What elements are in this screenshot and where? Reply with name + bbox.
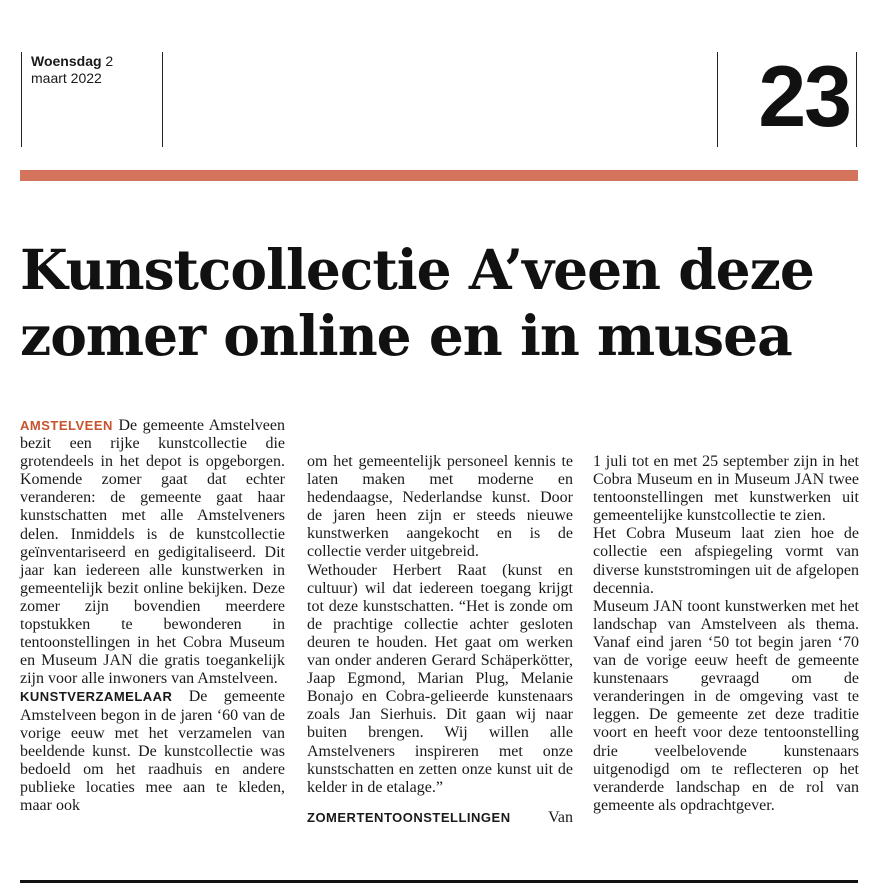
article-column-2 xyxy=(307,453,573,827)
article-headline: Kunstcollectie A’veen deze zomer online en in musea xyxy=(20,236,814,368)
issue-weekday: Woensdag xyxy=(31,53,102,69)
issue-date xyxy=(31,53,113,87)
paragraph-wethouder-quote: Wethouder Herbert Raat (kunst en cultuur) wil dat iedereen toegang krijgt tot deze kunstschatten. “Het is zonde om de prachtige collectie achter gesloten deuren te houden. Het gaat om werken van onder anderen Gerard Schäperkötter, Jaap Egmond, Marian Plug, Melanie Bonajo en Cobra-gelieerde kunstenaars zoals Jan Sierhuis. Dit gaan wij naar buiten brengen. Wij willen alle Amstelveners inspireren met onze kunstschatten en zetten onze kunst uit de kelder in de etalage.” xyxy=(307,561,573,796)
section-rule xyxy=(20,170,858,181)
masthead-divider-far-right xyxy=(856,52,857,147)
masthead-divider-right xyxy=(717,52,718,147)
paragraph-kunstverzamelaar-text: De gemeente Amstelveen begon in de jaren ‘60 van de vorige eeuw met het verzamelen van beeldende kunst. De kunstcollectie was bedoeld om het raadhuis en andere publieke locaties mee aan te kleden, maar ook xyxy=(20,688,285,814)
paragraph-exhibition-dates: 1 juli tot en met 25 september zijn in het Cobra Museum en in Museum JAN twee tentoonstellingen met kunstwerken uit gemeentelijke kunstcollectie te zien. xyxy=(593,453,859,525)
subhead-kunstverzamelaar: KUNSTVERZAMELAAR xyxy=(20,689,173,705)
issue-day: 2 xyxy=(105,53,114,69)
article-column-3 xyxy=(593,453,859,815)
dateline: AMSTELVEEN xyxy=(20,418,113,433)
paragraph-intro xyxy=(20,417,285,688)
subhead-tail: Van xyxy=(548,808,573,826)
paragraph-museum-jan: Museum JAN toont kunstwerken met het landschap van Amstelveen als thema. Vanaf eind jaren ‘50 tot begin jaren ‘70 van de vorige eeuw heeft de gemeente kunstenaars gevraagd om de veranderingen in de omgeving vast te leggen. De gemeente zet deze traditie voort en heeft voor deze tentoonstelling drie veelbelovende kunstenaars uitgenodigd om te reflecteren op het veranderde landschap en de rol van gemeente als opdrachtgever. xyxy=(593,597,859,814)
issue-month-year: maart 2022 xyxy=(31,70,102,86)
paragraph-collection-history: om het gemeentelijk personeel kennis te laten maken met moderne en hedendaagse, Nederlandse kunst. Door de jaren heen zijn er steeds nieuwe kunstwerken aangekocht en is de collectie verder uitgebreid. xyxy=(307,453,573,561)
article-column-1 xyxy=(20,417,285,815)
paragraph-zomertentoonstellingen xyxy=(307,809,573,827)
page-number: 23 xyxy=(758,49,850,145)
subhead-zomertentoonstellingen: ZOMERTENTOONSTELLINGEN xyxy=(307,809,511,825)
paragraph-kunstverzamelaar xyxy=(20,688,285,815)
masthead-divider-mid xyxy=(162,52,163,147)
bottom-rule xyxy=(20,880,858,883)
paragraph-intro-text: De gemeente Amstelveen bezit een rijke kunstcollectie die grotendeels in het depot is opgeborgen. Komende zomer gaat dat echter veranderen: de gemeente gaat haar kunstschatten met alle Amstelveners delen. Inmiddels is de kunstcollectie geïnventariseerd en gedigitaliseerd. Dit jaar kan iedereen alle kunstwerken in gemeentelijk bezit online bekijken. Deze zomer zijn bovendien meerdere topstukken te bewonderen in tentoonstellingen in het Cobra Museum en Museum JAN die gratis toegankelijk zijn voor alle inwoners van Amstelveen. xyxy=(20,417,286,688)
masthead-divider-left xyxy=(21,52,22,147)
paragraph-cobra-museum: Het Cobra Museum laat zien hoe de collectie een afspiegeling vormt van diverse kunststromingen uit de afgelopen decennia. xyxy=(593,525,859,597)
